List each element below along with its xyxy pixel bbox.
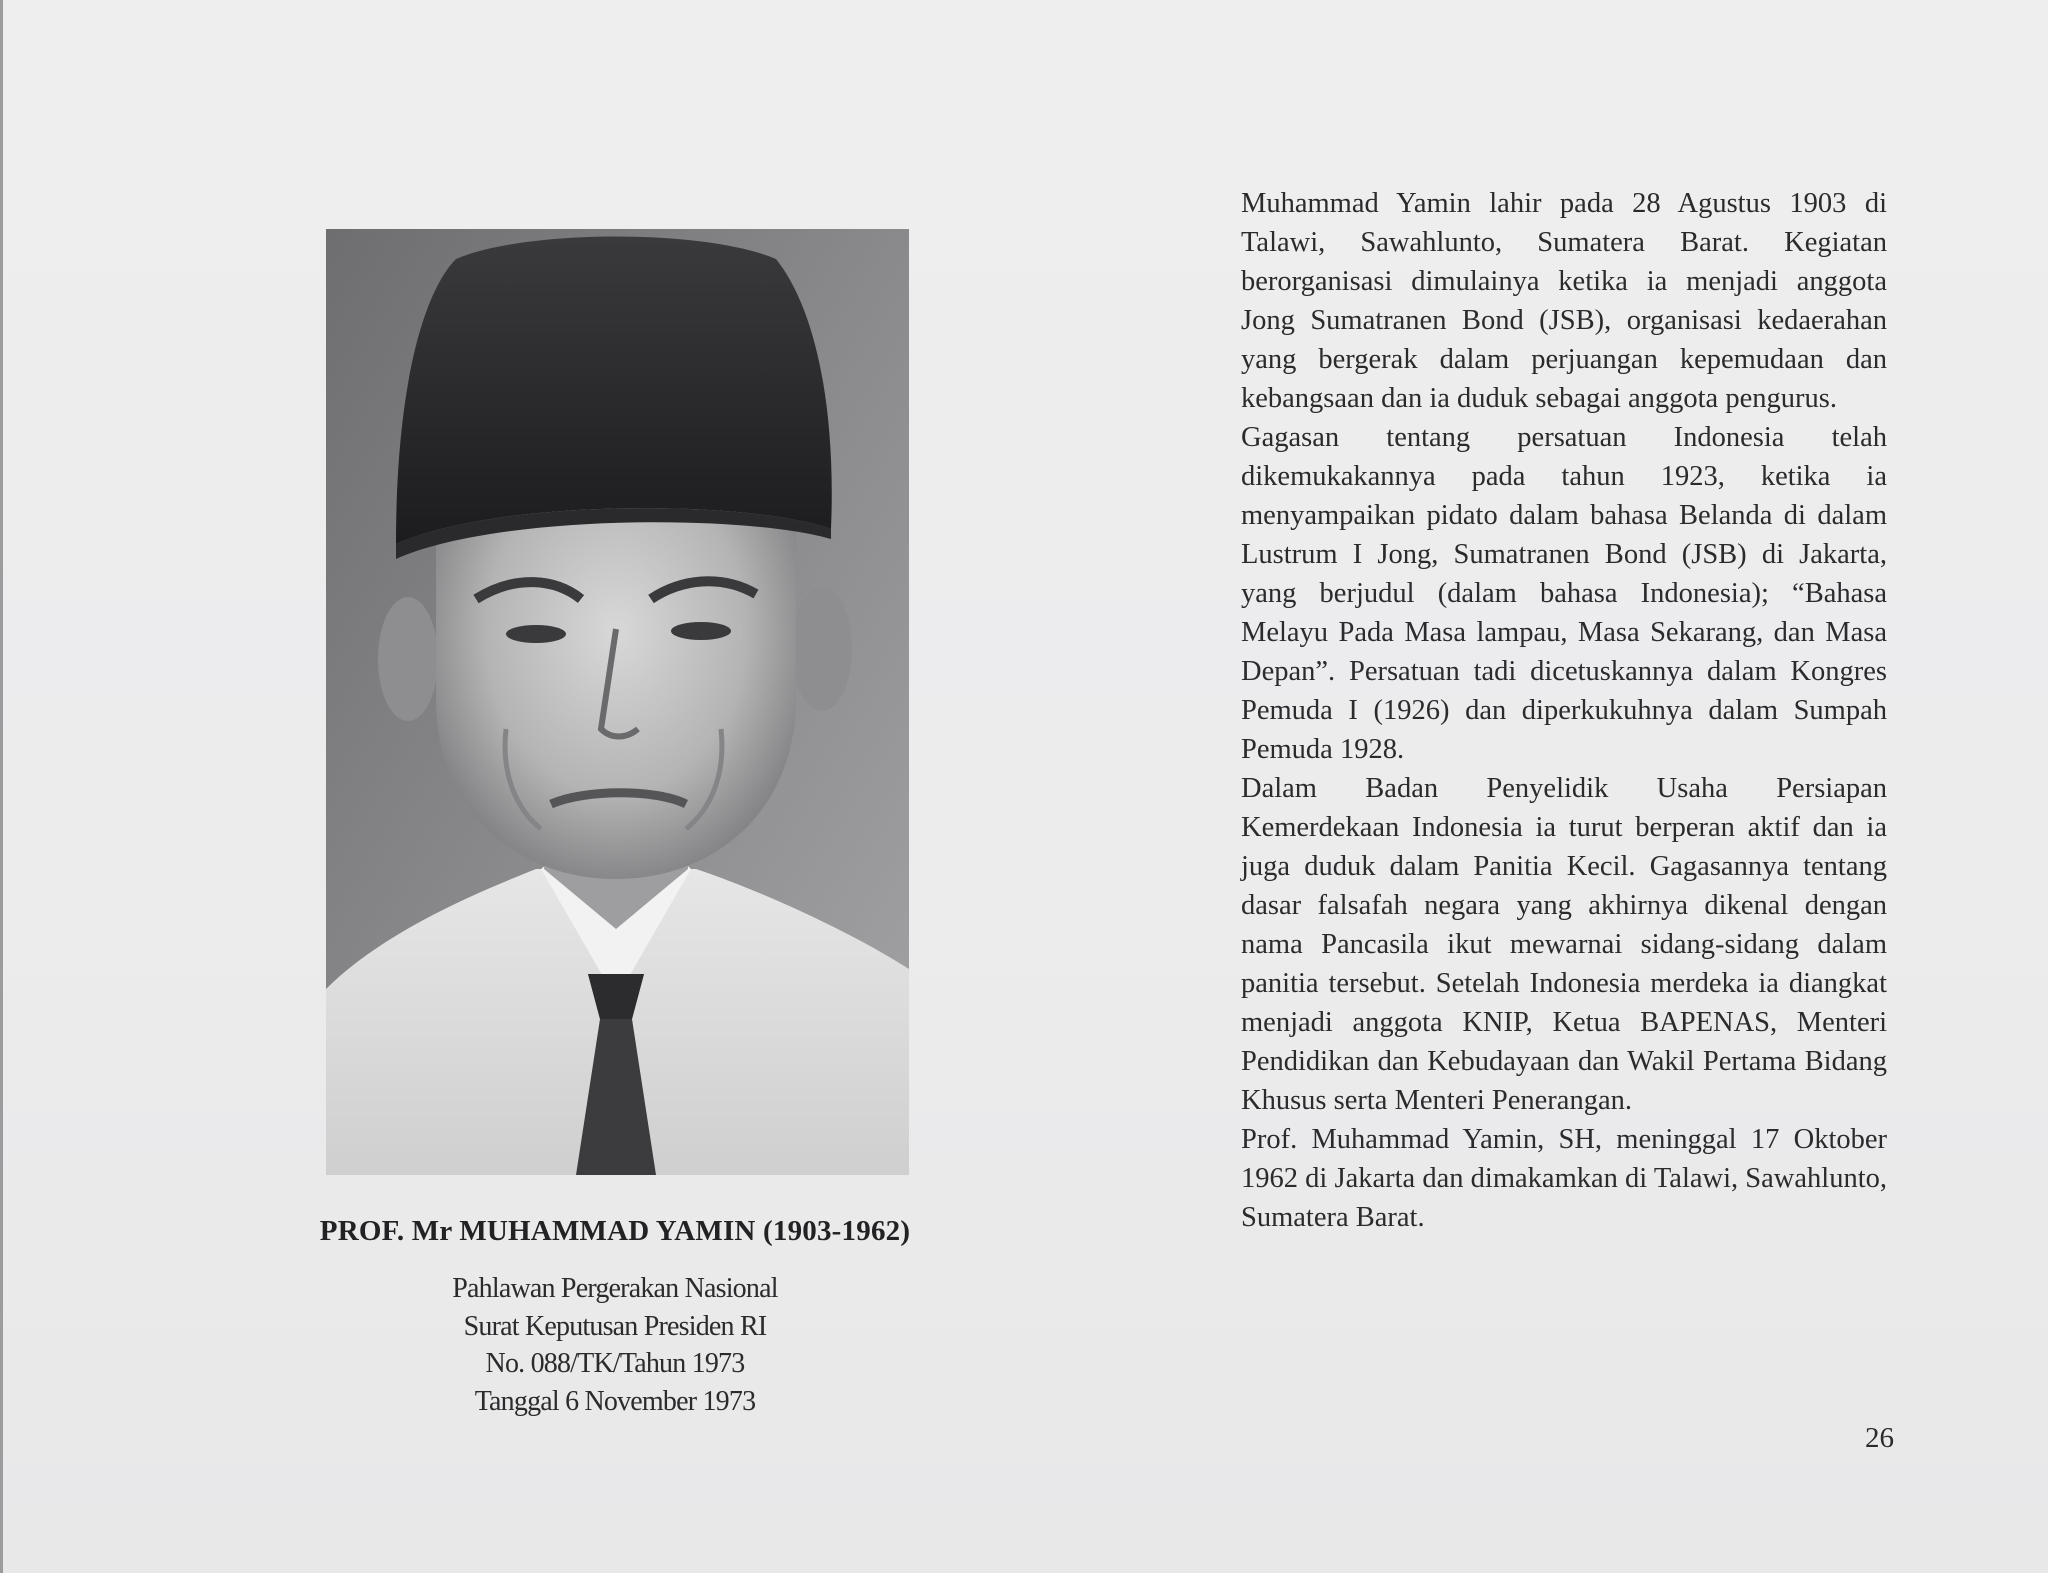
paragraph-birth: Muhammad Yamin lahir pada 28 Agustus 1903 di Talawi, Sawahlunto, Sumatera Barat. Kegiatan berorganisasi dimulainya ketika ia menjadi anggota Jong Sumatranen Bond (JSB), organisasi kedaerahan yang bergerak dalam perjuangan kepemudaan dan kebangsaan dan ia duduk sebagai anggota pengurus. xyxy=(1241,188,1887,414)
photo-caption xyxy=(246,1212,984,1420)
caption-line-award: Pahlawan Pergerakan Nasional xyxy=(452,1273,778,1304)
page-edge xyxy=(0,0,3,1573)
portrait-illustration xyxy=(326,229,909,1175)
caption-title: PROF. Mr MUHAMMAD YAMIN (1903-1962) xyxy=(319,1215,911,1247)
caption-line-number: No. 088/TK/Tahun 1973 xyxy=(485,1348,745,1379)
biography-text xyxy=(1241,184,1887,1237)
caption-line-date: Tanggal 6 November 1973 xyxy=(474,1385,756,1417)
paragraph-death: Prof. Muhammad Yamin, SH, meninggal 17 Oktober 1962 di Jakarta dan dimakamkan di Talawi, Sawahlunto, Sumatera Barat. xyxy=(1241,1124,1887,1233)
portrait-photo xyxy=(326,229,909,1175)
caption-line-decree: Surat Keputusan Presiden RI xyxy=(463,1310,767,1342)
paragraph-unity-idea: Gagasan tentang persatuan Indonesia telah dikemukakannya pada tahun 1923, ketika ia menyampaikan pidato dalam bahasa Belanda di dalam Lustrum I Jong, Sumatranen Bond (JSB) di Jakarta, yang berjudul (dalam bahasa Indonesia); “Bahasa Melayu Pada Masa lampau, Masa Sekarang, dan Masa Depan”. Persatuan tadi dicetuskannya dalam Kongres Pemuda I (1926) dan diperkukuhnya dalam Sumpah Pemuda 1928. xyxy=(1241,422,1887,765)
paragraph-bpupki: Dalam Badan Penyelidik Usaha Persiapan Kemerdekaan Indonesia ia turut berperan aktif dan ia juga duduk dalam Panitia Kecil. Gagasannya tentang dasar falsafah negara yang akhirnya dikenal dengan nama Pancasila ikut mewarnai sidang-sidang dalam panitia tersebut. Setelah Indonesia merdeka ia diangkat menjadi anggota KNIP, Ketua BAPENAS, Menteri Pendidikan dan Kebudayaan dan Wakil Pertama Bidang Khusus serta Menteri Penerangan. xyxy=(1241,773,1887,1116)
page-number: 26 xyxy=(1865,1422,1894,1454)
